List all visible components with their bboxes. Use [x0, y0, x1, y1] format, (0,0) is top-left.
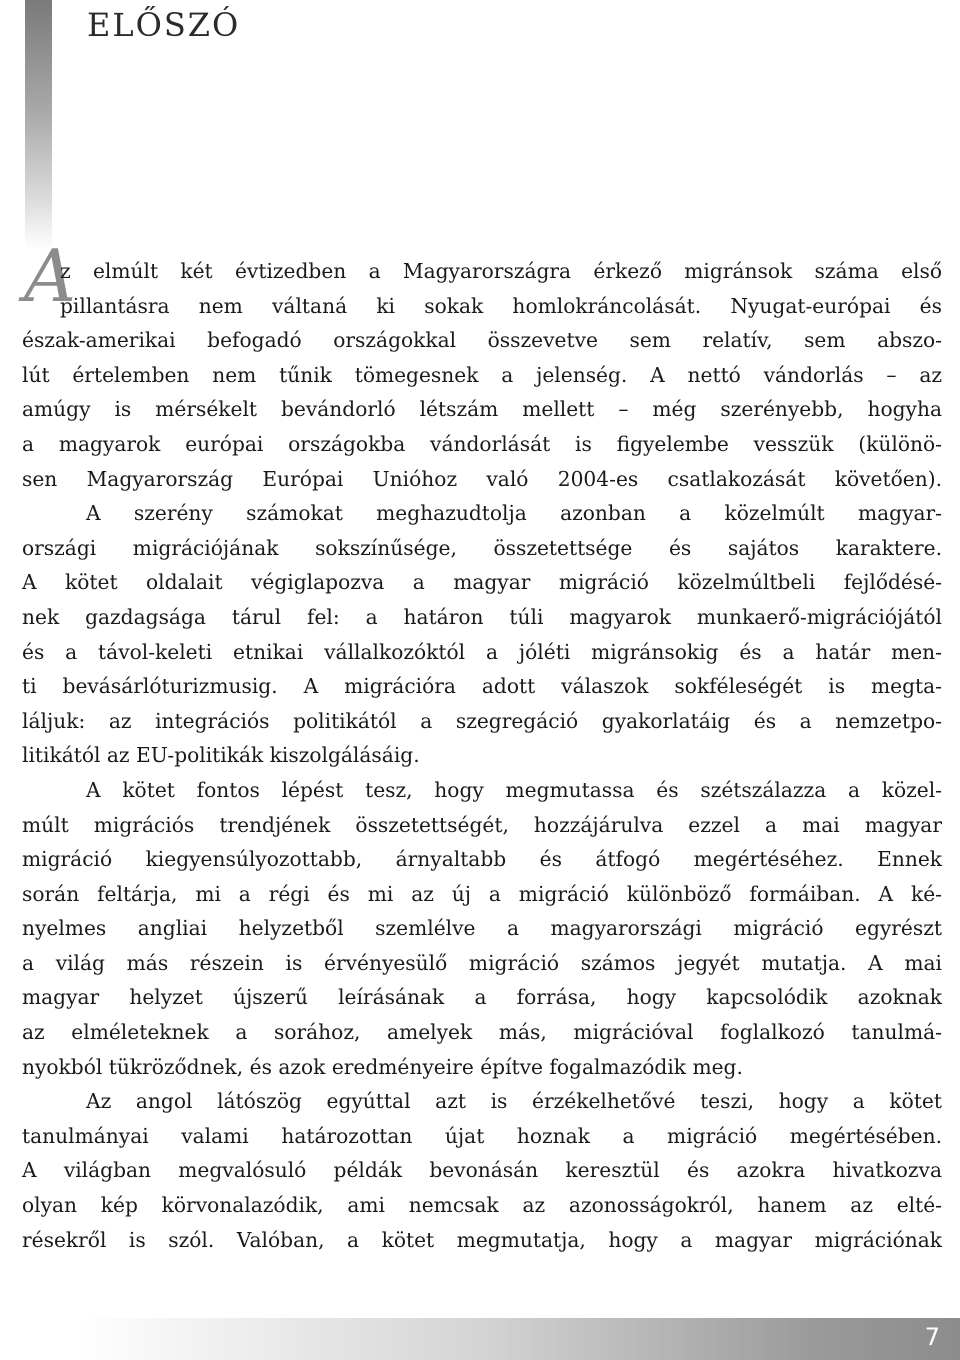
body-text: [22, 254, 942, 1257]
text-line: A kötet oldalait végiglapozva a magyar migráció közelmúltbeli fejlődésé-: [22, 570, 942, 595]
text-line: ti bevásárlóturizmusig. A migrációra adott válaszok sokféleségét is megta-: [22, 674, 942, 699]
text-line: résekről is szól. Valóban, a kötet megmutatja, hogy a magyar migrációnak: [22, 1227, 942, 1252]
text-line: a magyarok európai országokba vándorlását is figyelembe vesszük (különö-: [22, 431, 942, 456]
text-line: észak-amerikai befogadó országokkal összevetve sem relatív, sem abszo-: [22, 328, 942, 353]
text-line: amúgy is mérsékelt bevándorló létszám mellett – még szerényebb, hogyha: [22, 397, 942, 422]
drop-cap: A: [24, 234, 76, 318]
text-line: olyan kép körvonalazódik, ami nemcsak az azonosságokról, hanem az elté-: [22, 1193, 942, 1218]
text-line: A kötet fontos lépést tesz, hogy megmutassa és szétszálazza a közel-: [86, 777, 942, 802]
text-line: nyokból tükröződnek, és azok eredményeire építve fogalmazódik meg.: [22, 1054, 743, 1079]
text-line: tanulmányai valami határozottan újat hoznak a migráció megértésében.: [22, 1123, 942, 1148]
text-line: Az angol látószög egyúttal azt is érzékelhetővé teszi, hogy a kötet: [86, 1089, 942, 1114]
text-line: láljuk: az integrációs politikától a szegregáció gyakorlatáig és a nemzetpo-: [22, 708, 942, 733]
text-line: pillantásra nem váltaná ki sokak homlokráncolását. Nyugat-európai és: [60, 293, 942, 318]
text-line: nek gazdagsága tárul fel: a határon túli magyarok munkaerő-migrációjától: [22, 604, 942, 629]
text-line: az elméleteknek a sorához, amelyek más, migrációval foglalkozó tanulmá-: [22, 1020, 942, 1045]
text-line: A szerény számokat meghazudtolja azonban a közelmúlt magyar-: [86, 501, 942, 526]
text-line: lút értelemben nem tűnik tömegesnek a jelenség. A nettó vándorlás – az: [22, 362, 942, 387]
text-line: A világban megvalósuló példák bevonásán keresztül és azokra hivatkozva: [22, 1158, 942, 1183]
text-line: és a távol-keleti etnikai vállalkozóktól a jóléti migránsokig és a határ men-: [22, 639, 942, 664]
text-line: során feltárja, mi a régi és mi az új a migráció különböző formáiban. A ké-: [22, 881, 942, 906]
text-line: z elmúlt két évtizedben a Magyarországra érkező migránsok száma első: [60, 259, 942, 283]
chapter-title: ELŐSZÓ: [87, 6, 241, 44]
page-number: 7: [924, 1323, 940, 1351]
text-line: litikától az EU-politikák kiszolgálásáig.: [22, 743, 420, 768]
decorative-side-bar: [25, 0, 52, 250]
text-line: a világ más részein is érvényesülő migráció számos jegyét mutatja. A mai: [22, 950, 942, 975]
text-line: múlt migrációs trendjének összetettségét, hozzájárulva ezzel a mai magyar: [22, 812, 942, 837]
text-line: migráció kiegyensúlyozottabb, árnyaltabb és átfogó megértéséhez. Ennek: [22, 847, 942, 872]
footer-band: [0, 1318, 960, 1360]
text-line: magyar helyzet újszerű leírásának a forrása, hogy kapcsolódik azoknak: [22, 985, 942, 1010]
text-line: országi migrációjának sokszínűsége, összetettsége és sajátos karaktere.: [22, 535, 942, 560]
text-line: nyelmes angliai helyzetből szemlélve a magyarországi migráció egyrészt: [22, 916, 942, 941]
text-line: sen Magyarország Európai Unióhoz való 2004-es csatlakozását követően).: [22, 466, 942, 491]
